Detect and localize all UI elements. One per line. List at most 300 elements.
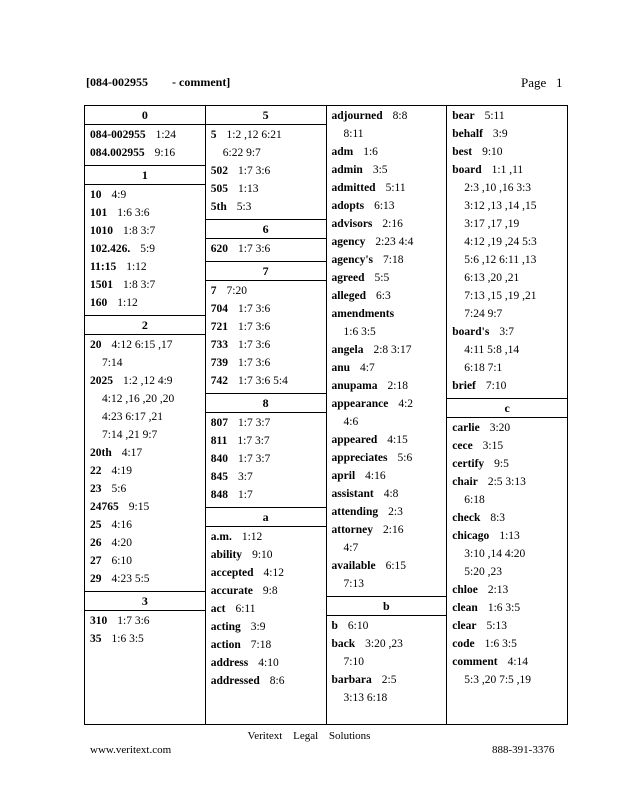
page-line-refs: 7:13 ,15 ,19 ,21 <box>464 290 537 302</box>
page-line-refs: 3:12 ,13 ,14 ,15 <box>464 200 537 212</box>
index-entry <box>452 509 562 527</box>
index-entry <box>211 486 321 504</box>
page-line-refs: 5:13 <box>486 620 507 632</box>
index-term: 1010 <box>90 225 113 237</box>
index-entry <box>211 414 321 432</box>
section-entries <box>85 125 205 165</box>
index-entry <box>90 222 200 240</box>
index-entry <box>332 215 442 233</box>
page-line-refs: 3:17 ,17 ,19 <box>464 218 520 230</box>
page-line-refs: 4:2 <box>398 398 414 410</box>
page-line-refs: 5:9 <box>140 243 155 255</box>
index-entry <box>211 372 321 390</box>
page-line-refs: 5:6 ,12 6:11 ,13 <box>464 254 537 266</box>
index-entry <box>452 455 562 473</box>
index-entry <box>332 143 442 161</box>
page-line-refs: 1:7 <box>238 489 253 501</box>
page-line-refs: 7:14 <box>102 357 123 369</box>
index-term: board's <box>452 326 490 338</box>
index-column <box>327 106 448 724</box>
index-entry <box>332 485 442 503</box>
page-line-refs: 3:20 <box>489 422 511 434</box>
index-entry <box>90 516 200 534</box>
page-line-refs: 1:12 <box>117 297 138 309</box>
index-term: anu <box>331 362 351 374</box>
index-entry <box>90 498 200 516</box>
section-entries <box>85 185 205 315</box>
index-entry <box>211 672 321 690</box>
index-term: acting <box>210 621 241 633</box>
page-line-refs: 7:18 <box>250 639 272 651</box>
index-term: code <box>452 638 475 650</box>
page-line-refs: 7:10 <box>343 656 364 668</box>
page-line-refs: 6:3 <box>376 290 391 302</box>
page-line-refs: 6:15 <box>385 560 407 572</box>
index-entry <box>211 126 321 162</box>
page-line-refs: 7:14 ,21 9:7 <box>102 429 158 441</box>
index-term: available <box>331 560 376 572</box>
index-entry <box>332 557 442 593</box>
index-term: attending <box>331 506 379 518</box>
page-line-refs: 2:5 <box>381 674 397 686</box>
index-entry <box>211 654 321 672</box>
section-entries <box>206 239 326 261</box>
index-term: advisors <box>331 218 373 230</box>
page-line-refs: 1:13 <box>499 530 520 542</box>
footer-phone: 888-391-3376 <box>492 744 555 756</box>
index-entry <box>452 599 562 617</box>
page-line-refs: 1:7 3:7 <box>237 435 270 447</box>
index-entry <box>452 617 562 635</box>
page-line-refs: 2:16 <box>383 524 404 536</box>
index-entry <box>452 143 562 161</box>
index-entry <box>90 276 200 294</box>
section-entries <box>85 611 205 651</box>
index-term: 733 <box>210 339 228 351</box>
index-term: certify <box>452 458 485 470</box>
index-term: address <box>210 657 249 669</box>
page-line-refs: 3:7 <box>499 326 515 338</box>
index-entry <box>332 161 442 179</box>
page-line-refs: 1:2 ,12 4:9 <box>123 375 173 387</box>
index-term: agreed <box>331 272 365 284</box>
page-line-refs: 1:1 ,11 <box>491 164 524 176</box>
index-entry <box>452 377 562 395</box>
index-entry <box>211 318 321 336</box>
index-term: chicago <box>452 530 490 542</box>
index-entry <box>90 258 200 276</box>
section-entries <box>206 281 326 393</box>
index-entry <box>332 467 442 485</box>
index-term: cece <box>452 440 473 452</box>
index-term: 310 <box>90 615 108 627</box>
index-entry <box>332 377 442 395</box>
page-line-refs: 9:10 <box>252 549 273 561</box>
index-entry <box>332 233 442 251</box>
page-line-refs: 1:6 3:5 <box>487 602 521 614</box>
page-line-refs: 8:8 <box>392 110 408 122</box>
index-entry <box>211 618 321 636</box>
page-line-refs: 6:13 ,20 ,21 <box>464 272 520 284</box>
footer-company: Veritext Legal Solutions <box>247 730 371 742</box>
page-line-refs: 7:10 <box>485 380 507 392</box>
page-line-refs: 8:3 <box>490 512 506 524</box>
index-entry <box>332 521 442 557</box>
page-line-refs: 7:20 <box>226 285 247 297</box>
page-line-refs: 4:12 <box>263 567 284 579</box>
index-term: appeared <box>331 434 378 446</box>
index-entry <box>211 432 321 450</box>
index-column <box>206 106 327 724</box>
page-line-refs: 1:7 3:7 <box>238 417 271 429</box>
page-line-refs: 2:16 <box>382 218 403 230</box>
index-term: 102.426. <box>90 243 131 255</box>
index-term: 742 <box>210 375 228 387</box>
page-line-refs: 1:7 3:6 5:4 <box>238 375 288 387</box>
section-entries <box>206 527 326 693</box>
index-entry <box>452 107 562 125</box>
index-term: addressed <box>210 675 260 687</box>
footer-website[interactable]: www.veritext.com <box>90 744 172 756</box>
index-entry <box>211 468 321 486</box>
page-line-refs: 5:11 <box>385 182 406 194</box>
section-entries <box>85 335 205 591</box>
index-entry <box>90 570 200 588</box>
page-line-refs: 3:9 <box>250 621 266 633</box>
page-line-refs: 4:10 <box>258 657 279 669</box>
page-line-refs: 1:8 3:7 <box>123 279 156 291</box>
index-entry <box>90 630 200 648</box>
page-line-refs: 7:18 <box>383 254 404 266</box>
page-line-refs: 1:12 <box>126 261 147 273</box>
page-line-refs: 3:15 <box>482 440 504 452</box>
page-line-refs: 2:5 3:13 <box>487 476 526 488</box>
index-entry <box>211 162 321 180</box>
page-line-refs: 2:13 <box>487 584 509 596</box>
page-line-refs: 2:8 3:17 <box>373 344 412 356</box>
page-line-refs: 4:6 <box>343 416 359 428</box>
page-line-refs: 4:19 <box>111 465 132 477</box>
page-line-refs: 6:18 <box>464 494 485 506</box>
page-line-refs: 4:7 <box>360 362 375 374</box>
page-line-refs: 4:9 <box>111 189 127 201</box>
page-line-refs: 7:24 9:7 <box>464 308 503 320</box>
page-line-refs: 4:14 <box>507 656 529 668</box>
page-line-refs: 7:13 <box>343 578 364 590</box>
index-entry <box>90 480 200 498</box>
index-term: action <box>210 639 241 651</box>
page-line-refs: 6:13 <box>374 200 395 212</box>
index-entry <box>332 431 442 449</box>
index-column <box>447 106 567 724</box>
index-term: agency <box>331 236 366 248</box>
index-entry <box>211 198 321 216</box>
page-indicator <box>521 75 563 91</box>
section-heading: c <box>447 398 567 418</box>
section-heading: 6 <box>206 219 326 239</box>
index-entry <box>211 636 321 654</box>
index-term: 10 <box>90 189 102 201</box>
index-term: 084-002955 <box>90 129 146 141</box>
word-index-grid <box>84 105 568 725</box>
page-line-refs: 9:5 <box>494 458 509 470</box>
index-entry <box>90 534 200 552</box>
index-term: amendments <box>331 308 395 320</box>
index-term: 11:15 <box>90 261 117 273</box>
index-entry <box>332 251 442 269</box>
index-term: act <box>210 603 226 615</box>
page-line-refs: 1:12 <box>241 531 263 543</box>
index-term: 721 <box>210 321 228 333</box>
index-entry <box>90 444 200 462</box>
index-term: agency's <box>331 254 374 266</box>
index-term: carlie <box>452 422 480 434</box>
index-entry <box>452 635 562 653</box>
page-line-refs: 3:13 6:18 <box>343 692 388 704</box>
index-term: 20th <box>90 447 112 459</box>
index-term: barbara <box>331 674 372 686</box>
index-entry <box>452 125 562 143</box>
index-entry <box>90 294 200 312</box>
index-entry <box>211 564 321 582</box>
index-term: check <box>452 512 481 524</box>
index-term: 811 <box>210 435 228 447</box>
page-line-refs: 1:7 3:6 <box>238 321 271 333</box>
index-entry <box>452 437 562 455</box>
index-term: 848 <box>210 489 228 501</box>
page-line-refs: 5:6 <box>397 452 413 464</box>
index-entry <box>90 462 200 480</box>
index-entry <box>90 204 200 222</box>
page-line-refs: 2:18 <box>387 380 408 392</box>
index-entry <box>211 546 321 564</box>
page-line-refs: 4:15 <box>387 434 408 446</box>
index-entry <box>452 653 562 689</box>
page-line-refs: 8:11 <box>343 128 364 140</box>
page-line-refs: 6:10 <box>111 555 132 567</box>
page-line-refs: 4:16 <box>365 470 386 482</box>
index-term: adm <box>331 146 354 158</box>
page-line-refs: 9:15 <box>128 501 150 513</box>
index-term: 23 <box>90 483 102 495</box>
section-heading: b <box>327 596 447 616</box>
page-label: Page <box>521 75 547 90</box>
page-line-refs: 3:10 ,14 4:20 <box>464 548 526 560</box>
index-entry <box>452 323 562 377</box>
case-id: [084-002955 <box>86 75 148 89</box>
page-line-refs: 1:6 3:6 <box>117 207 150 219</box>
index-entry <box>211 240 321 258</box>
page-line-refs: 5:3 ,20 7:5 ,19 <box>464 674 532 686</box>
page-line-refs: 4:20 <box>111 537 132 549</box>
index-entry <box>452 527 562 581</box>
section-entries <box>206 125 326 219</box>
index-entry <box>90 126 200 144</box>
index-entry <box>211 582 321 600</box>
index-term: anupama <box>331 380 378 392</box>
page-line-refs: 2:23 4:4 <box>375 236 414 248</box>
index-term: 5 <box>210 129 217 141</box>
index-term: clear <box>452 620 477 632</box>
index-term: 2025 <box>90 375 113 387</box>
page-line-refs: 4:12 ,19 ,24 5:3 <box>464 236 537 248</box>
index-term: comment <box>452 656 498 668</box>
index-entry <box>211 336 321 354</box>
page-line-refs: 1:7 3:6 <box>238 357 271 369</box>
index-term: appreciates <box>331 452 388 464</box>
page-line-refs: 5:3 <box>236 201 252 213</box>
index-term: 505 <box>210 183 228 195</box>
index-entry <box>211 282 321 300</box>
index-entry <box>90 336 200 372</box>
index-entry <box>332 449 442 467</box>
page-line-refs: 5:11 <box>484 110 505 122</box>
index-term: clean <box>452 602 478 614</box>
index-term: chair <box>452 476 478 488</box>
index-term: april <box>331 470 356 482</box>
section-heading: 8 <box>206 393 326 413</box>
index-term: bear <box>452 110 475 122</box>
index-entry <box>332 287 442 305</box>
page-line-refs: 3:9 <box>492 128 508 140</box>
page-line-refs: 6:10 <box>347 620 369 632</box>
page-line-refs: 4:12 ,16 ,20 ,20 <box>102 393 175 405</box>
index-term: 25 <box>90 519 102 531</box>
index-entry <box>90 552 200 570</box>
index-term: board <box>452 164 482 176</box>
page-line-refs: 1:8 3:7 <box>123 225 156 237</box>
page-line-refs: 1:7 3:6 <box>117 615 150 627</box>
page-line-refs: 1:6 <box>363 146 378 158</box>
index-entry <box>211 528 321 546</box>
index-term: 739 <box>210 357 228 369</box>
page-line-refs: 9:10 <box>482 146 503 158</box>
index-entry <box>90 612 200 630</box>
index-term: angela <box>331 344 364 356</box>
index-entry <box>332 395 442 431</box>
index-entry <box>332 305 442 341</box>
page-line-refs: 1:7 3:6 <box>238 243 271 255</box>
page-line-refs: 2:3 ,10 ,16 3:3 <box>464 182 532 194</box>
index-term: ability <box>210 549 243 561</box>
page-line-refs: 1:6 3:5 <box>343 326 376 338</box>
section-entries <box>327 106 447 596</box>
index-term: 26 <box>90 537 102 549</box>
index-entry <box>332 179 442 197</box>
page-line-refs: 1:6 3:5 <box>111 633 144 645</box>
section-entries <box>447 106 567 398</box>
page-line-refs: 4:12 6:15 ,17 <box>111 339 173 351</box>
index-term: admitted <box>331 182 376 194</box>
index-term: 29 <box>90 573 102 585</box>
page-line-refs: 9:8 <box>262 585 278 597</box>
page-line-refs: 1:13 <box>238 183 259 195</box>
page-line-refs: 1:7 3:6 <box>238 339 271 351</box>
page-line-refs: 9:16 <box>154 147 176 159</box>
index-entry <box>452 581 562 599</box>
index-entry <box>332 617 442 635</box>
index-term: 084.002955 <box>90 147 145 159</box>
page-line-refs: 4:11 5:8 ,14 <box>464 344 520 356</box>
page-line-refs: 1:2 ,12 6:21 <box>226 129 282 141</box>
index-term: a.m. <box>210 531 232 543</box>
page-line-refs: 6:18 7:1 <box>464 362 503 374</box>
index-term: 20 <box>90 339 102 351</box>
page-line-refs: 1:7 3:6 <box>238 303 271 315</box>
index-term: adopts <box>331 200 365 212</box>
index-term: chloe <box>452 584 478 596</box>
index-term: 5th <box>210 201 227 213</box>
section-entries <box>447 418 567 692</box>
index-entry <box>332 635 442 671</box>
page-line-refs: 1:7 3:7 <box>238 453 271 465</box>
index-term: admin <box>331 164 363 176</box>
index-term: 35 <box>90 633 102 645</box>
page-line-refs: 4:23 6:17 ,21 <box>102 411 164 423</box>
index-term: 502 <box>210 165 228 177</box>
page-line-refs: 1:6 3:5 <box>484 638 517 650</box>
index-term: accepted <box>210 567 254 579</box>
index-entry <box>211 180 321 198</box>
page-line-refs: 1:7 3:6 <box>238 165 271 177</box>
page-line-refs: 4:17 <box>121 447 143 459</box>
page-line-refs: 3:7 <box>238 471 253 483</box>
index-entry <box>211 450 321 468</box>
index-term: attorney <box>331 524 374 536</box>
index-entry <box>211 300 321 318</box>
section-entries <box>327 616 447 710</box>
index-term: 620 <box>210 243 228 255</box>
index-entry <box>452 161 562 323</box>
index-term: b <box>331 620 338 632</box>
index-entry <box>332 671 442 707</box>
index-entry <box>332 197 442 215</box>
page-line-refs: 4:23 5:5 <box>111 573 150 585</box>
index-entry <box>90 144 200 162</box>
case-kind: - comment] <box>172 75 231 89</box>
index-term: 27 <box>90 555 102 567</box>
index-term: 24765 <box>90 501 119 513</box>
section-entries <box>206 413 326 507</box>
section-heading: 5 <box>206 106 326 125</box>
index-entry <box>332 269 442 287</box>
index-entry <box>332 359 442 377</box>
page-line-refs: 2:3 <box>388 506 403 518</box>
index-term: 22 <box>90 465 102 477</box>
index-term: adjourned <box>331 110 383 122</box>
page-line-refs: 8:6 <box>269 675 285 687</box>
page-number: 1 <box>556 75 563 90</box>
index-term: appearance <box>331 398 389 410</box>
index-term: brief <box>452 380 476 392</box>
section-heading: 1 <box>85 165 205 185</box>
index-term: accurate <box>210 585 253 597</box>
index-entry <box>211 600 321 618</box>
page-line-refs: 4:8 <box>383 488 399 500</box>
page-line-refs: 5:20 ,23 <box>464 566 502 578</box>
index-term: 1501 <box>90 279 113 291</box>
index-term: 704 <box>210 303 228 315</box>
index-term: 101 <box>90 207 108 219</box>
section-heading: 2 <box>85 315 205 335</box>
index-term: 807 <box>210 417 228 429</box>
page-line-refs: 3:5 <box>372 164 388 176</box>
index-column <box>85 106 206 724</box>
index-entry <box>452 473 562 509</box>
page-line-refs: 1:24 <box>155 129 177 141</box>
page-line-refs: 5:5 <box>374 272 390 284</box>
index-term: alleged <box>331 290 366 302</box>
